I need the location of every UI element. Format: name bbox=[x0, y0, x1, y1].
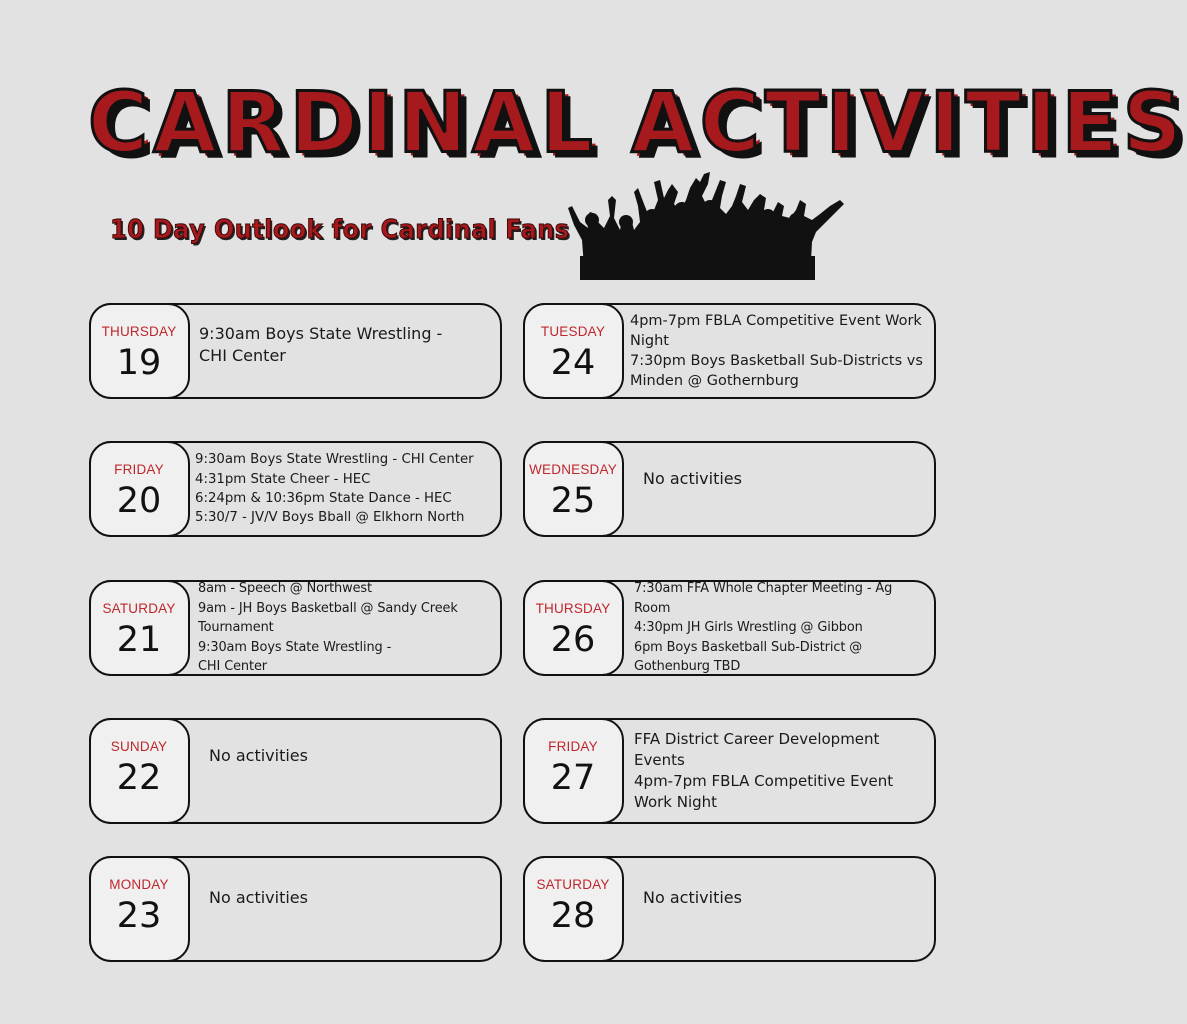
day-card-monday-23 bbox=[89, 856, 502, 962]
event-item: 7:30pm Boys Basketball Sub-Districts vs bbox=[630, 353, 923, 369]
date-number: 23 bbox=[116, 895, 162, 936]
day-of-week-label: THURSDAY bbox=[101, 323, 177, 339]
day-card-friday-27 bbox=[523, 718, 936, 824]
page-subtitle: 10 Day Outlook for Cardinal Fans bbox=[110, 215, 570, 245]
date-number: 19 bbox=[116, 342, 162, 383]
date-box bbox=[89, 303, 190, 399]
event-item: 9:30am Boys State Wrestling - bbox=[199, 324, 443, 343]
event-item: 9:30am Boys State Wrestling - bbox=[198, 639, 392, 655]
day-of-week-label: TUESDAY bbox=[540, 323, 606, 339]
event-item: No activities bbox=[643, 888, 742, 907]
date-box bbox=[523, 303, 624, 399]
date-number: 20 bbox=[116, 480, 162, 521]
event-item: Tournament bbox=[198, 620, 274, 636]
event-list bbox=[198, 582, 498, 674]
date-box bbox=[523, 718, 624, 824]
event-item: No activities bbox=[209, 746, 308, 765]
event-item: Gothenburg TBD bbox=[634, 659, 741, 675]
day-of-week-label: FRIDAY bbox=[548, 738, 598, 754]
event-list bbox=[199, 305, 498, 397]
day-card-thursday-19 bbox=[89, 303, 502, 399]
event-item: 4:30pm JH Girls Wrestling @ Gibbon bbox=[634, 620, 863, 636]
date-number: 21 bbox=[116, 619, 162, 660]
event-item: 9:30am Boys State Wrestling - CHI Center bbox=[195, 452, 474, 468]
date-number: 22 bbox=[116, 757, 162, 798]
date-box bbox=[523, 856, 624, 962]
day-of-week-label: SUNDAY bbox=[110, 738, 168, 754]
date-box bbox=[523, 580, 624, 676]
event-list bbox=[643, 858, 932, 960]
event-item: Work Night bbox=[634, 793, 718, 811]
event-list bbox=[643, 443, 932, 535]
event-list bbox=[634, 720, 932, 822]
date-number: 28 bbox=[550, 895, 596, 936]
day-of-week-label: SATURDAY bbox=[536, 876, 610, 892]
date-number: 25 bbox=[550, 480, 596, 521]
day-card-friday-20 bbox=[89, 441, 502, 537]
event-list bbox=[209, 720, 498, 822]
event-item: 6:24pm & 10:36pm State Dance - HEC bbox=[195, 491, 452, 506]
day-card-wednesday-25 bbox=[523, 441, 936, 537]
event-item: 4:31pm State Cheer - HEC bbox=[195, 471, 371, 487]
day-card-saturday-21 bbox=[89, 580, 502, 676]
date-number: 27 bbox=[550, 757, 596, 798]
page-title: CARDINAL ACTIVITIES bbox=[88, 75, 1187, 172]
crowd-silhouette-image bbox=[560, 170, 850, 280]
event-item: Room bbox=[634, 600, 671, 616]
event-item: FFA District Career Development bbox=[634, 730, 880, 748]
event-item: No activities bbox=[643, 469, 742, 488]
event-item: No activities bbox=[209, 888, 308, 907]
event-item: 6pm Boys Basketball Sub-District @ bbox=[634, 639, 863, 655]
day-of-week-label: SATURDAY bbox=[102, 600, 176, 616]
day-card-saturday-28 bbox=[523, 856, 936, 962]
event-item: Events bbox=[634, 751, 685, 769]
date-box bbox=[89, 718, 190, 824]
day-of-week-label: MONDAY bbox=[109, 876, 169, 892]
date-number: 24 bbox=[550, 342, 596, 383]
date-number: 26 bbox=[550, 619, 596, 660]
event-item: CHI Center bbox=[198, 659, 267, 675]
event-item: 4pm-7pm FBLA Competitive Event bbox=[634, 772, 894, 790]
day-card-sunday-22 bbox=[89, 718, 502, 824]
event-list bbox=[630, 305, 932, 397]
day-of-week-label: WEDNESDAY bbox=[529, 461, 617, 477]
event-item: 7:30am FFA Whole Chapter Meeting - Ag bbox=[634, 581, 893, 597]
event-item: 5:30/7 - JV/V Boys Bball @ Elkhorn North bbox=[195, 510, 465, 526]
day-card-tuesday-24 bbox=[523, 303, 936, 399]
event-item: Minden @ Gothernburg bbox=[630, 373, 799, 389]
day-of-week-label: THURSDAY bbox=[535, 600, 611, 616]
event-item: 8am - Speech @ Northwest bbox=[198, 581, 372, 597]
event-item: Night bbox=[630, 333, 669, 349]
date-box bbox=[89, 856, 190, 962]
event-item: 9am - JH Boys Basketball @ Sandy Creek bbox=[198, 600, 458, 616]
event-list bbox=[195, 443, 498, 535]
date-box bbox=[89, 441, 190, 537]
event-item: 4pm-7pm FBLA Competitive Event Work bbox=[630, 313, 922, 329]
date-box bbox=[89, 580, 190, 676]
day-card-thursday-26 bbox=[523, 580, 936, 676]
event-item: CHI Center bbox=[199, 346, 286, 365]
event-list bbox=[634, 582, 932, 674]
day-of-week-label: FRIDAY bbox=[114, 461, 164, 477]
date-box bbox=[523, 441, 624, 537]
event-list bbox=[209, 858, 498, 960]
